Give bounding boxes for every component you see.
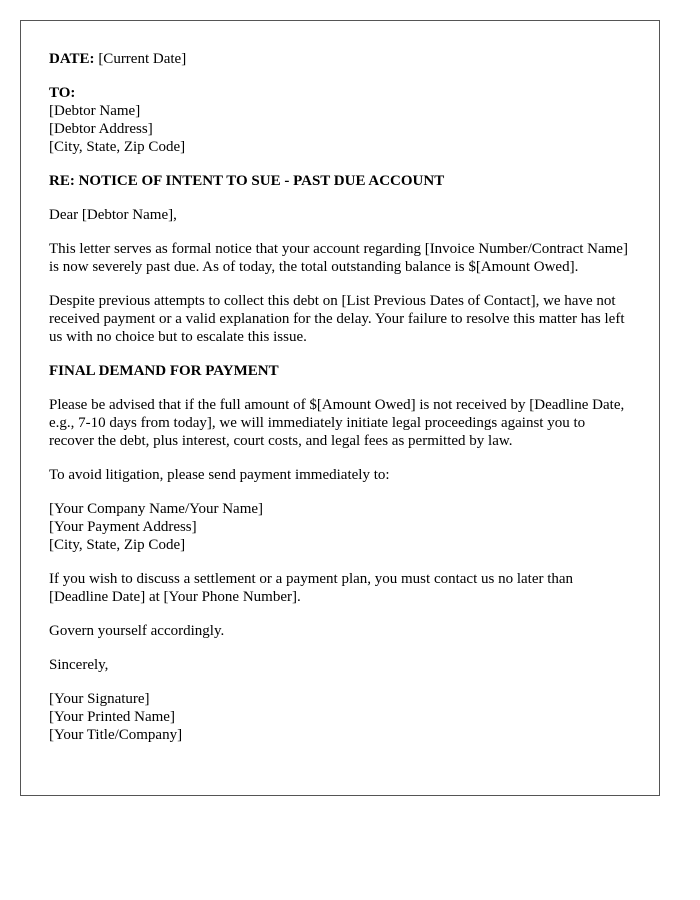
payment-address: [Your Payment Address] [49,519,197,535]
payment-city: [City, State, Zip Code] [49,537,186,553]
recipient-city: [City, State, Zip Code] [49,139,186,155]
signature-block [49,690,631,744]
letter-document [20,20,660,796]
payment-company: [Your Company Name/Your Name] [49,501,264,517]
printed-name: [Your Printed Name] [49,709,175,725]
date-line [49,50,631,68]
recipient-name: [Debtor Name] [49,103,141,119]
paragraph-govern: Govern yourself accordingly. [49,623,225,639]
date-value: [Current Date] [94,51,187,67]
payment-address-block [49,500,631,554]
recipient-address: [Debtor Address] [49,121,153,137]
recipient-block [49,84,631,156]
salutation: Dear [Debtor Name], [49,207,177,223]
closing: Sincerely, [49,657,109,673]
paragraph-attempts: Despite previous attempts to collect this debt on [List Previous Dates of Contact], we have not received payment or a valid explanation for the delay. Your failure to resolve this matter has left us with no choice but to escalate this issue. [49,293,625,345]
section-heading: FINAL DEMAND FOR PAYMENT [49,363,279,379]
paragraph-demand: Please be advised that if the full amount of $[Amount Owed] is not received by [Deadline Date, e.g., 7-10 days from today], we will immediately initiate legal proceedings against you to recover the debt, plus interest, court costs, and legal fees as permitted by law. [49,397,625,449]
paragraph-payment-instructions: To avoid litigation, please send payment immediately to: [49,467,390,483]
subject-line: RE: NOTICE OF INTENT TO SUE - PAST DUE ACCOUNT [49,173,445,189]
to-label: TO: [49,85,76,101]
title-company: [Your Title/Company] [49,727,183,743]
date-label: DATE: [49,51,95,67]
paragraph-settlement: If you wish to discuss a settlement or a payment plan, you must contact us no later than [Deadline Date] at [Your Phone Number]. [49,571,574,605]
paragraph-notice: This letter serves as formal notice that your account regarding [Invoice Number/Contract Name] is now severely past due. As of today, the total outstanding balance is $[Amount Owed]. [49,241,628,275]
signature: [Your Signature] [49,691,150,707]
